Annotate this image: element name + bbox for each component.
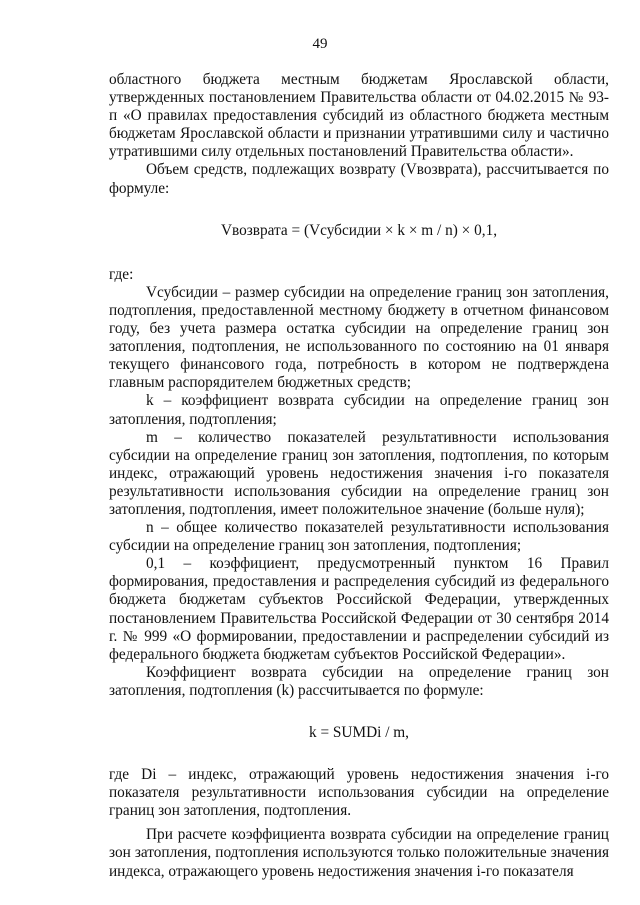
formula-return-volume: Vвозврата = (Vсубсидии × k × m / n) × 0,1,	[220, 221, 498, 239]
paragraph-k-intro: Коэффициент возврата субсидии на определение границ зон затопления, подтопления (k) рассчитывается по формуле:	[109, 663, 609, 699]
where-label: где:	[109, 265, 134, 283]
document-body	[109, 71, 609, 881]
definition-m: m – количество показателей результативности использования субсидии на определение границ зон затопления, подтопления, по которым индекс, отражающий уровень недостижения значения i-го показателя результативности использования субсидии на определение границ зон затопления, подтопления, имеет положительное значение (больше нуля);	[109, 428, 609, 518]
definition-k: k – коэффициент возврата субсидии на определение границ зон затопления, подтопления;	[109, 392, 609, 428]
paragraph-calculation-note: При расчете коэффициента возврата субсидии на определение границ зон затопления, подтопления используются только положительные значения индекса, отражающего уровень недостижения значения i-го показателя	[109, 826, 609, 880]
page-number: 49	[312, 36, 328, 52]
paragraph-volume-intro: Объем средств, подлежащих возврату (Vвозврата), рассчитывается по формуле:	[109, 161, 609, 197]
definition-n: n – общее количество показателей результативности использования субсидии на определение границ зон затопления, подтопления;	[109, 519, 609, 555]
formula-k: k = SUMDi / m,	[309, 724, 409, 741]
definition-vsubsidy: Vсубсидии – размер субсидии на определение границ зон затопления, подтопления, предоставленной местному бюджету в отчетном финансовом году, без учета размера остатка субсидии на определение границ зон затопления, подтопления, не использованного по состоянию на 01 января текущего финансового года, потребность в котором не подтверждена главным распорядителем бюджетных средств;	[109, 283, 609, 392]
paragraph-continuation: областного бюджета местным бюджетам Ярославской области, утвержденных постановлением Правительства области от 04.02.2015 № 93-п «О правилах предоставления субсидий из областного бюджета местным бюджетам Ярославской области и признании утратившими силу и частично утратившими силу отдельных постановлений Правительства области».	[109, 71, 609, 161]
definition-di: где Di – индекс, отражающий уровень недостижения значения i-го показателя результативности использования субсидии на определение границ зон затопления, подтопления.	[109, 766, 609, 820]
definition-coefficient: 0,1 – коэффициент, предусмотренный пунктом 16 Правил формирования, предоставления и распределения субсидий из федерального бюджета бюджетам субъектов Российской Федерации, утвержденных постановлением Правительства Российской Федерации от 30 сентября 2014 г. № 999 «О формировании, предоставлении и распределении субсидий из федерального бюджета бюджетам субъектов Российской Федерации».	[109, 555, 609, 663]
